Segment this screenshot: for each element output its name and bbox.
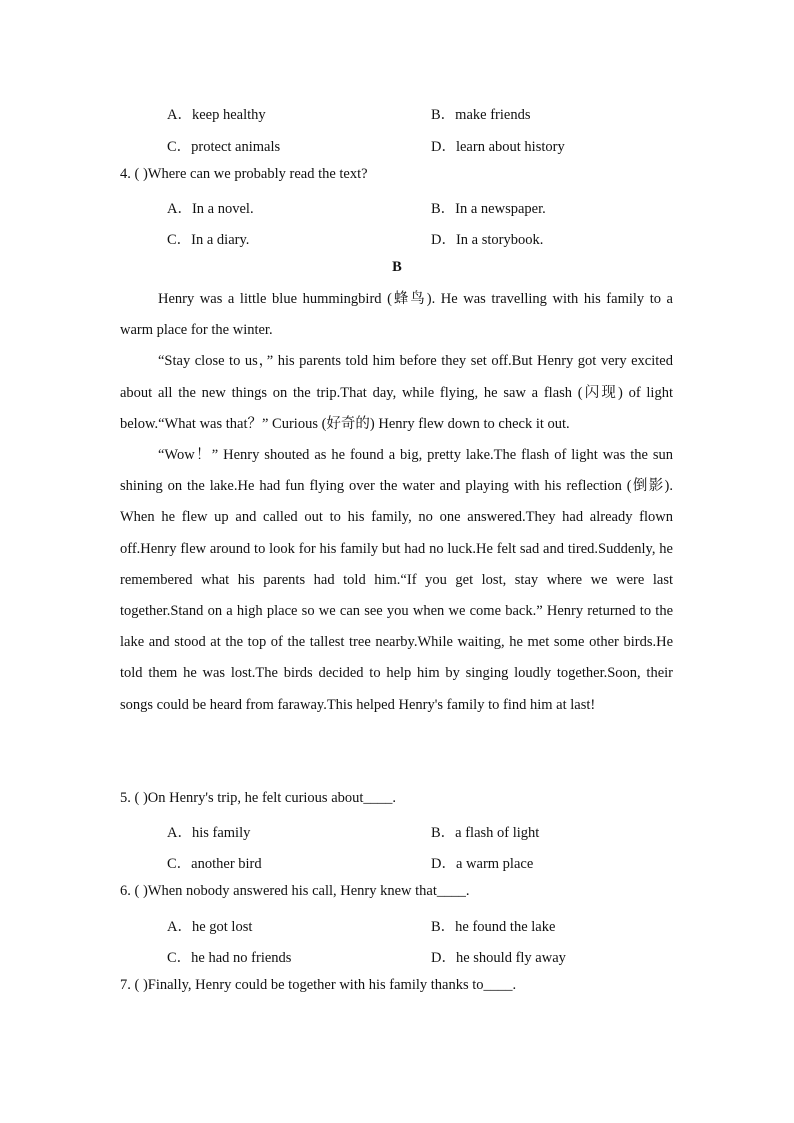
section-title: B — [392, 259, 402, 275]
q3-option-a: A．keep healthy — [167, 107, 266, 123]
q6-option-d: D．he should fly away — [431, 950, 566, 966]
q5-options-row-2 — [0, 852, 794, 872]
q5-stem: 5. ( )On Henry's trip, he felt curious about____. — [120, 790, 397, 806]
q6-stem: 6. ( )When nobody answered his call, Henry knew that____. — [120, 883, 470, 899]
q4-option-d: D．In a storybook. — [431, 232, 544, 248]
q5-options-row-1 — [0, 821, 794, 841]
q3-option-c: C．protect animals — [167, 139, 281, 155]
q4-option-b: B．In a newspaper. — [431, 201, 546, 217]
q4-options-row-1 — [0, 197, 794, 217]
q5-option-b: B．a flash of light — [431, 825, 540, 841]
q6-options-row-2 — [0, 946, 794, 966]
q5-option-a: A．his family — [167, 825, 251, 841]
q6-option-a: A．he got lost — [167, 919, 253, 935]
passage-paragraph-2: “Stay close to us，” his parents told him before they set off.But Henry got very excited about all the new things on the trip.That day, while flying, he saw a flash (闪现) of light below.“What was that？” Curious (好奇的) Henry flew down to check it out. — [120, 353, 673, 432]
q4-option-c: C．In a diary. — [167, 232, 250, 248]
passage-paragraph-1: Henry was a little blue hummingbird (蜂鸟). He was travelling with his family to a warm place for the winter. — [120, 291, 673, 339]
q4-options-row-2 — [0, 228, 794, 248]
q6-option-c: C．he had no friends — [167, 950, 292, 966]
q5-option-c: C．another bird — [167, 856, 262, 872]
q3-options-row-1 — [0, 103, 794, 123]
q4-stem: 4. ( )Where can we probably read the text? — [120, 166, 368, 182]
q6-option-b: B．he found the lake — [431, 919, 556, 935]
passage-paragraph-3: “Wow！” Henry shouted as he found a big, pretty lake.The flash of light was the sun shining on the lake.He had fun flying over the water and playing with his reflection (倒影). When he flew up and called out to his family, no one answered.They had already flown off.Henry flew around to look for his family but had no luck.He felt sad and tired.Suddenly, he remembered what his parents had told him.“If you get lost, stay where we were last together.Stand on a high place so we can see you when we come back.” Henry returned to the lake and stood at the top of the tallest tree nearby.While waiting, he met some other birds.He told them he was lost.The birds decided to help him by singing loudly together.Soon, their songs could be heard from faraway.This helped Henry's family to find him at last! — [120, 447, 673, 713]
q7-stem: 7. ( )Finally, Henry could be together with his family thanks to____. — [120, 977, 517, 993]
q4-option-a: A．In a novel. — [167, 201, 254, 217]
q3-option-d: D．learn about history — [431, 139, 565, 155]
q6-options-row-1 — [0, 915, 794, 935]
reading-passage — [120, 284, 673, 721]
q3-option-b: B．make friends — [431, 107, 531, 123]
q3-options-row-2 — [0, 135, 794, 155]
q5-option-d: D．a warm place — [431, 856, 534, 872]
